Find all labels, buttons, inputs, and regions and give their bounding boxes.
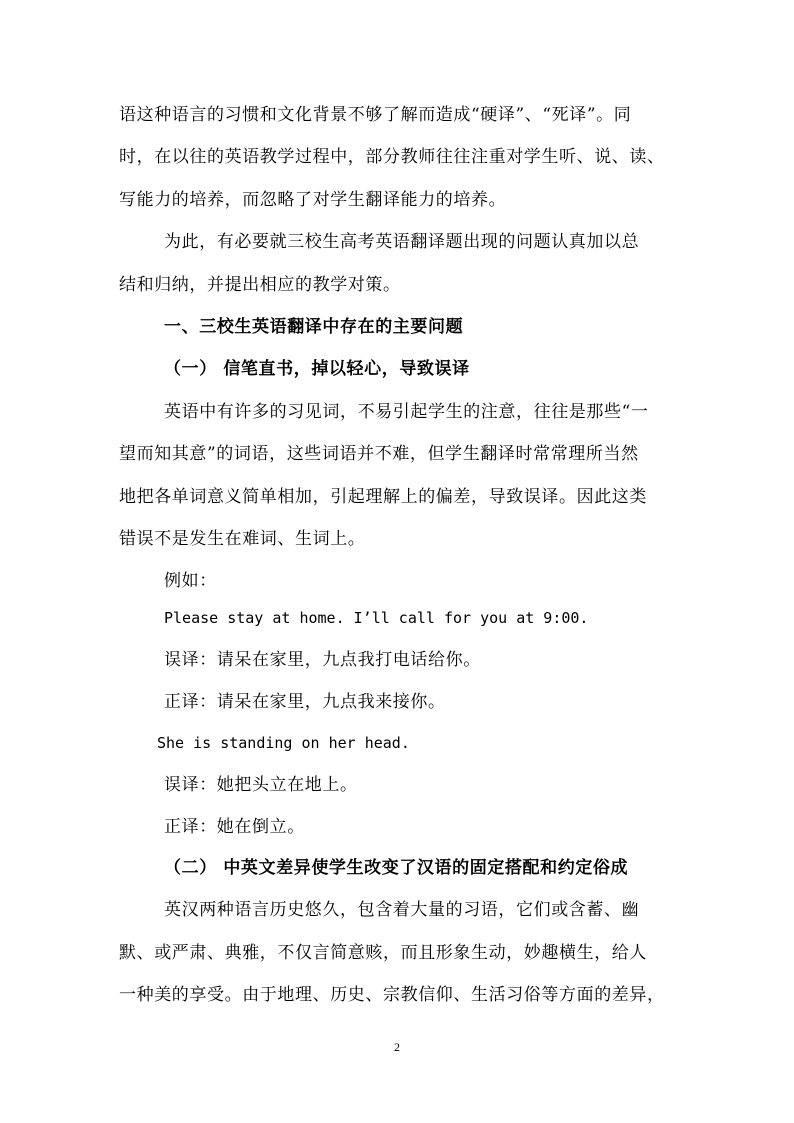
example-label: 例如： xyxy=(164,571,217,591)
subsection-heading-2: （二） 中英文差异使学生改变了汉语的固定搭配和约定俗成 xyxy=(164,858,629,878)
paragraph-line-5: 结和归纳，并提出相应的教学对策。 xyxy=(119,275,401,295)
paragraph-line-4: 为此，有必要就三校生高考英语翻译题出现的问题认真加以总 xyxy=(164,232,640,252)
paragraph-line-2: 时，在以往的英语教学过程中，部分教师往往注重对学生听、说、读、 xyxy=(119,147,665,167)
example-sentence-1: Please stay at home. I’ll call for you at 9:00. xyxy=(164,609,589,627)
paragraph-line-8: 地把各单词意义简单相加，引起理解上的偏差，导致误译。因此这类 xyxy=(119,487,647,507)
correct-translation-1: 正译：请呆在家里，九点我来接你。 xyxy=(164,692,446,712)
paragraph-line-10: 英汉两种语言历史悠久，包含着大量的习语，它们或含蓄、幽 xyxy=(164,900,640,920)
example-sentence-2: She is standing on her head. xyxy=(157,734,410,752)
wrong-translation-1: 误译：请呆在家里，九点我打电话给你。 xyxy=(164,650,481,670)
page-number: 2 xyxy=(394,1040,400,1054)
paragraph-line-11: 默、或严肃、典雅，不仅言简意赅，而且形象生动，妙趣横生，给人 xyxy=(119,943,647,963)
correct-translation-2: 正译：她在倒立。 xyxy=(164,817,305,837)
subsection-heading-1: （一） 信笔直书，掉以轻心，导致误译 xyxy=(164,359,470,379)
paragraph-line-7: 望而知其意”的词语，这些词语并不难，但学生翻译时常常理所当然 xyxy=(119,444,639,464)
paragraph-line-9: 错误不是发生在难词、生词上。 xyxy=(119,529,366,549)
paragraph-line-6: 英语中有许多的习见词，不易引起学生的注意，往往是那些“一 xyxy=(164,402,649,422)
section-heading-1: 一、三校生英语翻译中存在的主要问题 xyxy=(164,317,464,337)
paragraph-line-1: 语这种语言的习惯和文化背景不够了解而造成“硬译”、“死译”。同 xyxy=(119,105,632,125)
paragraph-line-12: 一种美的享受。由于地理、历史、宗教信仰、生活习俗等方面的差异， xyxy=(119,985,665,1005)
wrong-translation-2: 误译：她把头立在地上。 xyxy=(164,775,358,795)
paragraph-line-3: 写能力的培养，而忽略了对学生翻译能力的培养。 xyxy=(119,190,507,210)
